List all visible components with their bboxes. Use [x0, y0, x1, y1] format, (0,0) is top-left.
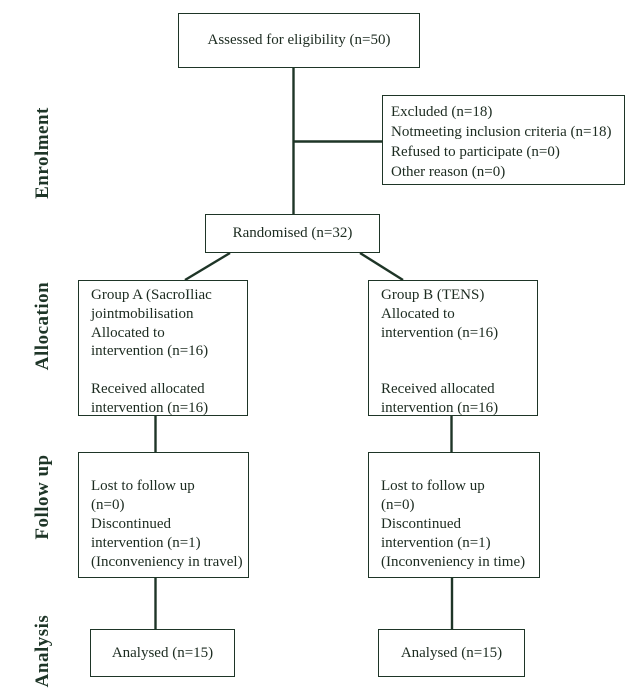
- box-analysed-b: [378, 629, 525, 677]
- group-a-line: Group A (SacroIliac: [91, 287, 212, 303]
- analysed-b-text: Analysed (n=15): [400, 644, 503, 661]
- followup-b-line: intervention (n=1): [381, 535, 491, 551]
- group-b-line: [381, 342, 537, 361]
- group-a-line: [91, 361, 247, 380]
- excluded-line: Refused to participate (n=0): [391, 144, 560, 160]
- followup-b-line: Discontinued: [381, 516, 461, 532]
- followup-a-line: (n=0): [91, 497, 125, 513]
- stage-label-allocation: Allocation: [32, 281, 53, 371]
- group-a-line: jointmobilisation: [91, 305, 194, 322]
- box-randomised: [205, 214, 380, 253]
- group-b-line: [381, 361, 537, 380]
- followup-b-line: (Inconveniency in time): [381, 554, 526, 570]
- followup-a-line: Discontinued: [91, 516, 171, 532]
- group-a-line: Received allocated: [91, 380, 205, 397]
- followup-a-line: Lost to follow up: [91, 478, 195, 494]
- followup-a-line: (Inconveniency in travel): [91, 554, 243, 570]
- box-assessed-eligibility: [178, 13, 420, 68]
- box-excluded: [382, 95, 625, 185]
- stage-label-follow-up: Follow up: [32, 454, 53, 540]
- excluded-line: Other reason (n=0): [391, 164, 506, 180]
- group-b-line: intervention (n=16): [381, 399, 499, 416]
- followup-a-line: intervention (n=1): [91, 535, 201, 551]
- randomised-text: Randomised (n=32): [232, 225, 353, 241]
- group-b-line: intervention (n=16): [381, 324, 499, 341]
- group-a-line: intervention (n=16): [91, 343, 209, 360]
- group-a-line: Allocated to: [91, 324, 165, 341]
- assessed-eligibility-text: Assessed for eligibility (n=50): [207, 32, 391, 48]
- stage-label-analysis: Analysis: [32, 614, 53, 688]
- group-b-line: Allocated to: [381, 305, 455, 322]
- connector-randomised-to-group-a: [185, 253, 230, 280]
- connector-randomised-to-group-b: [360, 253, 403, 280]
- analysed-a-text: Analysed (n=15): [111, 644, 214, 661]
- group-b-line: Received allocated: [381, 380, 495, 397]
- stage-label-enrolment: Enrolment: [32, 107, 53, 199]
- box-followup-a: [78, 452, 249, 578]
- excluded-line: Notmeeting inclusion criteria (n=18): [391, 124, 612, 140]
- group-b-line: Group B (TENS): [381, 287, 485, 303]
- followup-b-line: Lost to follow up: [381, 478, 485, 494]
- box-group-b-allocation: [368, 280, 538, 416]
- excluded-line: Excluded (n=18): [391, 104, 493, 120]
- followup-b-line: (n=0): [381, 497, 415, 513]
- group-a-line: intervention (n=16): [91, 399, 209, 416]
- box-analysed-a: [90, 629, 235, 677]
- box-group-a-allocation: [78, 280, 248, 416]
- box-followup-b: [368, 452, 540, 578]
